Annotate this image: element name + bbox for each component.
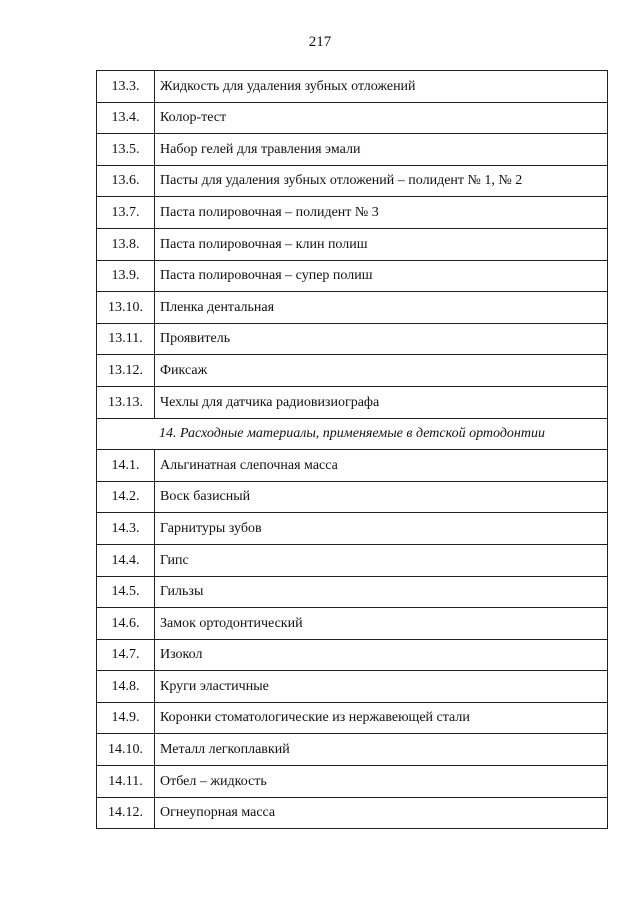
section-title: 14. Расходные материалы, применяемые в детской ортодонтии — [97, 418, 608, 450]
table-row — [97, 102, 608, 134]
table-row — [97, 197, 608, 229]
item-name: Проявитель — [155, 323, 608, 355]
item-name: Пасты для удаления зубных отложений – полидент № 1, № 2 — [155, 165, 608, 197]
item-name: Огнеупорная масса — [155, 797, 608, 829]
item-name: Изокол — [155, 639, 608, 671]
table-row — [97, 702, 608, 734]
item-number: 14.4. — [97, 544, 155, 576]
item-number: 14.5. — [97, 576, 155, 608]
table-row — [97, 450, 608, 482]
item-name: Круги эластичные — [155, 671, 608, 703]
item-number: 13.7. — [97, 197, 155, 229]
item-number: 13.3. — [97, 71, 155, 103]
item-name: Пленка дентальная — [155, 292, 608, 324]
item-number: 13.13. — [97, 386, 155, 418]
item-name: Гарнитуры зубов — [155, 513, 608, 545]
item-name: Гильзы — [155, 576, 608, 608]
materials-table — [96, 70, 608, 829]
table-row — [97, 544, 608, 576]
table-row — [97, 228, 608, 260]
item-number: 14.10. — [97, 734, 155, 766]
table-row — [97, 292, 608, 324]
item-number: 14.11. — [97, 766, 155, 798]
item-number: 14.1. — [97, 450, 155, 482]
item-name: Паста полировочная – клин полиш — [155, 228, 608, 260]
item-number: 13.12. — [97, 355, 155, 387]
item-number: 14.8. — [97, 671, 155, 703]
item-number: 13.4. — [97, 102, 155, 134]
item-name: Жидкость для удаления зубных отложений — [155, 71, 608, 103]
item-name: Отбел – жидкость — [155, 766, 608, 798]
item-number: 13.11. — [97, 323, 155, 355]
table-row — [97, 671, 608, 703]
item-name: Гипс — [155, 544, 608, 576]
item-number: 14.6. — [97, 608, 155, 640]
item-number: 13.9. — [97, 260, 155, 292]
item-number: 14.2. — [97, 481, 155, 513]
section-header-row — [97, 418, 608, 450]
item-name: Набор гелей для травления эмали — [155, 134, 608, 166]
item-number: 14.12. — [97, 797, 155, 829]
item-name: Паста полировочная – полидент № 3 — [155, 197, 608, 229]
item-name: Воск базисный — [155, 481, 608, 513]
table-row — [97, 355, 608, 387]
table-row — [97, 639, 608, 671]
item-number: 14.7. — [97, 639, 155, 671]
table-row — [97, 513, 608, 545]
item-number: 13.5. — [97, 134, 155, 166]
table-row — [97, 766, 608, 798]
item-name: Замок ортодонтический — [155, 608, 608, 640]
item-number: 13.6. — [97, 165, 155, 197]
table-row — [97, 608, 608, 640]
table-row — [97, 386, 608, 418]
table-row — [97, 165, 608, 197]
materials-table-body — [97, 71, 608, 829]
table-row — [97, 134, 608, 166]
item-number: 13.8. — [97, 228, 155, 260]
item-number: 14.3. — [97, 513, 155, 545]
page-number: 217 — [308, 34, 332, 50]
table-row — [97, 71, 608, 103]
table-row — [97, 734, 608, 766]
item-number: 14.9. — [97, 702, 155, 734]
item-name: Чехлы для датчика радиовизиографа — [155, 386, 608, 418]
table-row — [97, 481, 608, 513]
item-name: Металл легкоплавкий — [155, 734, 608, 766]
table-row — [97, 576, 608, 608]
table-row — [97, 797, 608, 829]
item-name: Паста полировочная – супер полиш — [155, 260, 608, 292]
item-name: Колор-тест — [155, 102, 608, 134]
item-number: 13.10. — [97, 292, 155, 324]
item-name: Фиксаж — [155, 355, 608, 387]
item-name: Коронки стоматологические из нержавеющей стали — [155, 702, 608, 734]
table-row — [97, 323, 608, 355]
table-row — [97, 260, 608, 292]
item-name: Альгинатная слепочная масса — [155, 450, 608, 482]
